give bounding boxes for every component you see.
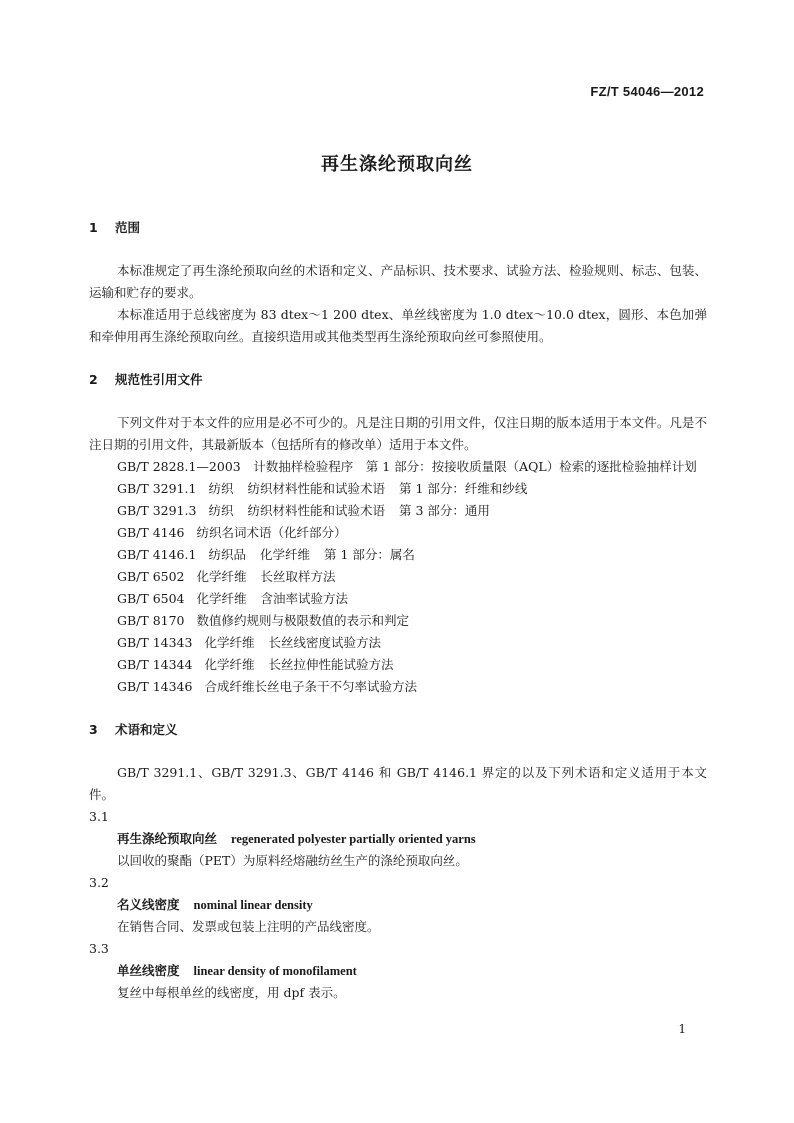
term-name-zh: 单丝线密度 xyxy=(117,963,180,978)
reference-item xyxy=(89,632,707,654)
reference-item xyxy=(89,566,707,588)
reference-title-part: 第 3 部分：通用 xyxy=(398,503,490,518)
section-2-heading xyxy=(89,370,707,390)
reference-item: GB/T 2828.1—2003 计数抽样检验程序 第 1 部分：按接收质量限（AQL）检索的逐批检验抽样计划 xyxy=(117,459,697,474)
references-intro: 下列文件对于本文件的应用是必不可少的。凡是注日期的引用文件，仅注日期的版本适用于本文件。凡是不注日期的引用文件，其最新版本（包括所有的修改单）适用于本文件。 xyxy=(89,415,707,452)
term-name-en: regenerated polyester partially oriented yarns xyxy=(231,832,476,846)
term-name-zh: 再生涤纶预取向丝 xyxy=(117,831,218,846)
reference-title-part: 长丝线密度试验方法 xyxy=(268,635,381,650)
reference-item xyxy=(89,522,707,544)
reference-code: GB/T 14343 xyxy=(117,635,193,650)
reference-title-part: 化学纤维 xyxy=(204,635,255,650)
reference-code: GB/T 8170 xyxy=(117,613,185,628)
page-number: 1 xyxy=(678,1022,686,1036)
term-number: 3.1 xyxy=(89,809,109,824)
term-heading xyxy=(89,894,707,916)
scope-paragraph-2: 本标准适用于总线密度为 83 dtex～1 200 dtex、单丝线密度为 1.0 dtex～10.0 dtex，圆形、本色加弹和牵伸用再生涤纶预取向丝。直接织造用或其他类型再生涤纶预取向丝可参照使用。 xyxy=(89,307,707,344)
reference-title-part: 纺织材料性能和试验术语 xyxy=(247,481,385,496)
term-number: 3.2 xyxy=(89,875,109,890)
reference-title-part: 纺织品 xyxy=(208,547,246,562)
reference-title-part: 第 1 部分：属名 xyxy=(323,547,415,562)
reference-item xyxy=(89,588,707,610)
section-title: 范围 xyxy=(115,220,141,235)
reference-code: GB/T 3291.3 xyxy=(117,503,197,518)
reference-title-part: 化学纤维 xyxy=(259,547,310,562)
section-number: 2 xyxy=(89,372,98,387)
section-1-heading xyxy=(89,218,707,238)
reference-code: GB/T 3291.1 xyxy=(117,481,197,496)
term-name-en: linear density of monofilament xyxy=(193,964,357,978)
reference-title-part: 长丝拉伸性能试验方法 xyxy=(268,657,394,672)
section-number: 1 xyxy=(89,220,98,235)
reference-title-part: 化学纤维 xyxy=(204,657,255,672)
reference-item xyxy=(89,500,707,522)
term-name-zh: 名义线密度 xyxy=(117,897,180,912)
reference-code: GB/T 4146 xyxy=(117,525,185,540)
term-definition: 复丝中每根单丝的线密度，用 dpf 表示。 xyxy=(117,985,346,1000)
document-body xyxy=(89,218,707,1004)
reference-title-part: 化学纤维 xyxy=(196,569,247,584)
reference-code: GB/T 6504 xyxy=(117,591,185,606)
terms-list xyxy=(89,806,707,1004)
reference-title-part: 数值修约规则与极限数值的表示和判定 xyxy=(196,613,410,628)
reference-item xyxy=(89,478,707,500)
reference-title-part: 纺织材料性能和试验术语 xyxy=(247,503,385,518)
reference-title-part: 长丝取样方法 xyxy=(260,569,336,584)
reference-item xyxy=(89,610,707,632)
standard-code: FZ/T 54046—2012 xyxy=(590,84,704,99)
reference-title-part: 含油率试验方法 xyxy=(260,591,349,606)
term-heading xyxy=(89,828,707,850)
term-heading xyxy=(89,960,707,982)
reference-code: GB/T 14346 xyxy=(117,679,193,694)
term-number: 3.3 xyxy=(89,941,109,956)
reference-title-part: 纺织 xyxy=(208,481,234,496)
reference-title-part: 合成纤维长丝电子条干不匀率试验方法 xyxy=(204,679,417,694)
reference-code: GB/T 6502 xyxy=(117,569,185,584)
reference-item xyxy=(89,544,707,566)
reference-list xyxy=(89,478,707,698)
reference-title-part: 纺织 xyxy=(208,503,234,518)
section-number: 3 xyxy=(89,722,98,737)
section-title: 术语和定义 xyxy=(115,722,178,737)
reference-title-part: 第 1 部分：纤维和纱线 xyxy=(398,481,528,496)
term-definition: 在销售合同、发票或包装上注明的产品线密度。 xyxy=(117,919,380,934)
reference-code: GB/T 14344 xyxy=(117,657,193,672)
reference-item xyxy=(89,654,707,676)
scope-paragraph-1: 本标准规定了再生涤纶预取向丝的术语和定义、产品标识、技术要求、试验方法、检验规则、标志、包装、运输和贮存的要求。 xyxy=(89,263,707,300)
reference-title-part: 纺织名词术语（化纤部分） xyxy=(196,525,347,540)
term-name-en: nominal linear density xyxy=(193,898,313,912)
section-3-heading xyxy=(89,720,707,740)
document-title: 再生涤纶预取向丝 xyxy=(321,154,473,175)
reference-item xyxy=(89,676,707,698)
reference-title-part: 化学纤维 xyxy=(196,591,247,606)
section-title: 规范性引用文件 xyxy=(115,372,203,387)
reference-code: GB/T 4146.1 xyxy=(117,547,197,562)
term-definition: 以回收的聚酯（PET）为原料经熔融纺丝生产的涤纶预取向丝。 xyxy=(117,853,468,868)
terms-intro: GB/T 3291.1、GB/T 3291.3、GB/T 4146 和 GB/T 4146.1 界定的以及下列术语和定义适用于本文件。 xyxy=(89,765,707,802)
